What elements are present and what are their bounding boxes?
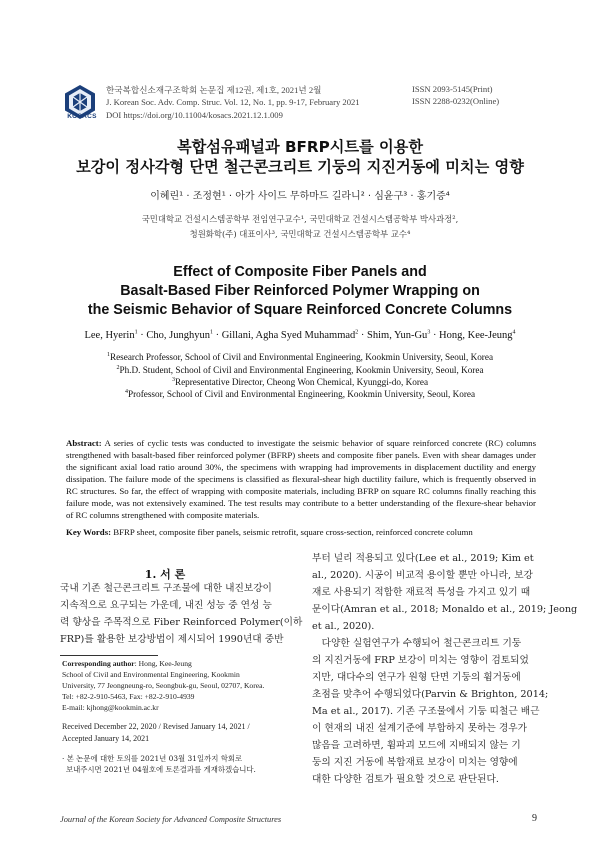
author-email-link[interactable]: E-mail: kjhong@kookmin.ac.kr (62, 703, 159, 712)
issn-online: ISSN 2288-0232(Online) (412, 96, 500, 106)
body-text-line: FRP)를 활용한 보강방법이 제시되어 1990년대 중반 (60, 634, 284, 645)
korean-title-line-1: 복합섬유패널과 BFRP시트를 이용한 (176, 138, 424, 156)
affiliation-text: Representative Director, Cheong Won Chemical, Kyunggi-do, Korea (174, 377, 429, 387)
affiliation-text: Research Professor, School of Civil and Environmental Engineering, Kookmin University, Seoul, Korea (109, 352, 494, 362)
left-column-body (60, 580, 303, 648)
body-text-line: 부터 널리 적용되고 있다(Lee et al., 2019; Kim et (312, 553, 534, 564)
english-affiliation (30, 389, 570, 399)
english-title-line-2: Basalt-Based Fiber Reinforced Polymer Wrapping on (120, 283, 480, 299)
body-text-line: 문이다(Amran et al., 2018; Monaldo et al., 2019; Jeong (312, 604, 578, 615)
korean-affiliation-line-2: 청원화학(주) 대표이사³, 국민대학교 건설시스템공학부 교수⁴ (189, 229, 411, 239)
abstract (66, 437, 536, 521)
body-text-line: 이 현재의 내진 설계기준에 부합하지 못하는 경우가 (312, 723, 527, 734)
author-affiliation-number: 1 (134, 329, 138, 336)
received-dates-line-2: Accepted January 14, 2021 (62, 734, 150, 743)
abstract-text: A series of cyclic tests was conducted to investigate the seismic behavior of square reinforced concrete (RC) columns strengthened with basalt-based fiber reinforced polymer (BFRP) sheets and composite fiber panels. Even with shear damages under the significant axial load ratio around 30%, the specimens with wrapping had improvements in displacement ductility and energy dissipation. The failure mode of the specimens is classified as flexural-shear high ductility failure, which is frequently observed in RC structures. So far, the effect of wrapping with composite materials, including BFRP on square RC columns finally reaching this failure mode, was not extensively examined. The test results may contribute to a better understanding of the flexure-shear behavior of RC columns strengthened with composite materials. (66, 438, 537, 520)
english-title-line-1: Effect of Composite Fiber Panels and (173, 264, 427, 280)
affiliation-number: 1 (106, 351, 110, 358)
received-dates-line-1: Received December 22, 2020 / Revised January 14, 2021 / (62, 722, 250, 731)
footer-journal-name: Journal of the Korean Society for Advanced Composite Structures (60, 815, 282, 824)
body-text-line: al., 2020). 시공이 비교적 용이할 뿐만 아니라, 보강 (312, 570, 533, 581)
body-text-line: 력 향상을 주목적으로 Fiber Reinforced Polymer(이하 (60, 617, 303, 628)
body-text-line: 대한 다양한 검토가 필요할 것으로 판단된다. (312, 774, 499, 785)
corresponding-author-label: Corresponding author (62, 659, 135, 668)
body-text-line: 다양한 실험연구가 수행되어 철근콘크리트 기둥 (312, 638, 522, 649)
keywords (66, 527, 536, 537)
english-affiliation (30, 365, 570, 375)
korean-affiliation-line-1: 국민대학교 건설시스템공학부 전임연구교수¹, 국민대학교 건설시스템공학부 박사과정², (141, 214, 459, 224)
affiliation-text: Professor, School of Civil and Environmental Engineering, Kookmin University, Seoul, Korea (127, 389, 476, 399)
author-address-line-1: School of Civil and Environmental Engineering, Kookmin (62, 670, 240, 679)
body-text-line: 둥의 지진 거동에 복합재료 보강이 미치는 영향에 (312, 757, 518, 768)
body-text-line: 지속적으로 요구되는 가운데, 내진 성능 중 연성 능 (60, 600, 272, 611)
english-affiliation (30, 377, 570, 387)
keywords-label: Key Words: (66, 527, 112, 537)
page-number: 9 (532, 813, 537, 824)
author-phone-fax: Tel: +82-2-910-5463, Fax: +82-2-910-4939 (62, 692, 195, 701)
doi-link[interactable]: DOI https://doi.org/10.11004/kosacs.2021.12.1.009 (106, 110, 283, 120)
logo-label: KOSACS (67, 113, 97, 120)
discussion-note-line-1: · 본 논문에 대한 토의를 2021년 03월 31일까지 학회로 (62, 754, 243, 763)
affiliation-text: Ph.D. Student, School of Civil and Environmental Engineering, Kookmin University, Seoul, Korea (119, 365, 484, 375)
author-address-line-2: University, 77 Jeongneung-ro, Seongbuk-gu, Seoul, 02707, Korea. (62, 681, 265, 690)
section-heading-introduction: 1. 서 론 (144, 568, 186, 581)
english-title-line-3: the Seismic Behavior of Square Reinforced Concrete Columns (87, 302, 513, 318)
affiliation-number: 3 (171, 376, 175, 383)
korean-authors: 이혜린¹ · 조정현¹ · 아가 사이드 무하마드 길라니² · 심윤구³ · 홍기증⁴ (150, 191, 450, 202)
author-name: · Cho, Junghyun (137, 330, 210, 341)
body-text-line: 국내 기존 철근콘크리트 구조물에 대한 내진보강이 (60, 583, 272, 594)
corresponding-author (62, 659, 282, 670)
english-authors (30, 330, 570, 341)
affiliation-number: 2 (116, 364, 120, 371)
affiliation-number: 4 (124, 388, 128, 395)
issn-print: ISSN 2093-5145(Print) (412, 84, 493, 94)
author-name: · Gillani, Agha Syed Muhammad (212, 330, 356, 341)
author-name: Lee, Hyerin (84, 330, 135, 341)
author-name: · Hong, Kee-Jeung (430, 330, 513, 341)
body-text-line: 지만, 대다수의 연구가 원형 단면 기둥의 휨거동에 (312, 672, 521, 683)
body-text-line: 많음을 고려하면, 휨파괴 모드에 지배되지 않는 기 (312, 740, 521, 751)
journal-korean-citation: 한국복합신소재구조학회 논문집 제12권, 제1호, 2021년 2월 (106, 85, 322, 95)
korean-title-line-2: 보강이 정사각형 단면 철근콘크리트 기둥의 지진거동에 미치는 영향 (76, 158, 524, 176)
author-affiliation-number: 1 (209, 329, 213, 336)
discussion-note-line-2: 보내주시면 2021년 04월호에 토론결과를 게재하겠습니다. (66, 765, 256, 774)
abstract-label: Abstract: (66, 438, 102, 448)
author-affiliation-number: 4 (512, 329, 516, 336)
english-affiliation (30, 352, 570, 362)
body-text-line: 초점을 맞추어 수행되었다(Parvin & Brighton, 2014; (312, 689, 549, 700)
author-affiliation-number: 2 (355, 329, 359, 336)
author-affiliation-number: 3 (427, 329, 431, 336)
body-text-line: 재로 사용되기 적합한 재료적 특성을 가지고 있기 때 (312, 587, 531, 598)
body-text-line: 의 지진거동에 FRP 보강이 미치는 영향이 검토되었 (312, 655, 529, 666)
journal-english-citation: J. Korean Soc. Adv. Comp. Struc. Vol. 12, No. 1, pp. 9-17, February 2021 (106, 97, 360, 107)
author-name: · Shim, Yun-Gu (358, 330, 428, 341)
body-text-line: Ma et al., 2017). 기존 구조물에서 기둥 띠철근 배근 (312, 706, 540, 717)
corresponding-author-name: : Hong, Kee-Jeung (134, 659, 192, 668)
keywords-text: BFRP sheet, composite fiber panels, seismic retrofit, square cross-section, reinforced concrete column (113, 527, 473, 537)
body-text-line: et al., 2020). (312, 621, 375, 632)
right-column-body (312, 550, 578, 788)
footnote-divider (60, 655, 158, 656)
